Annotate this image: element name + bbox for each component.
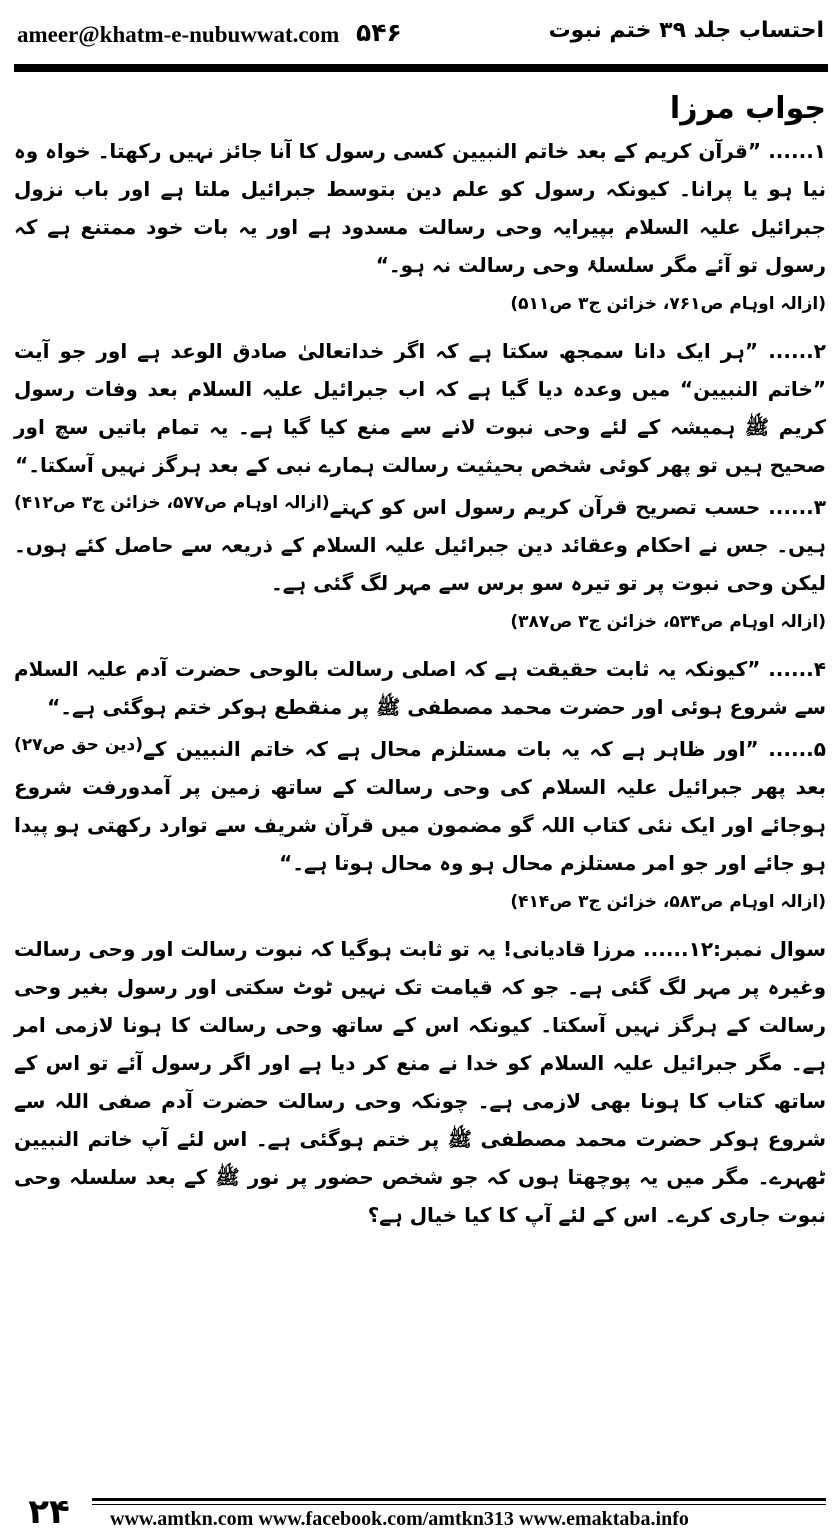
reference-citation: (ازالہ اوہام ص۷۶۱، خزائن ج۳ ص۵۱۱) [510, 294, 826, 314]
question-paragraph: سوال نمبر:۱۲...... مرزا قادیانی! یہ تو ثابت ہوگیا کہ نبوت رسالت اور وحی رسالت وغیرہ پر مہر لگ گئی ہے۔ جو کہ قیامت تک نہیں ٹوٹ سکتی اور رسول بغیر وحی رسالت کے ہرگز نہیں آسکتا۔ کیونکہ اس کے ساتھ وحی رسالت کا ہونا لازمی امر ہے۔ مگر جبرائیل علیہ السلام کو خدا نے منع کر دیا ہے اور اگر رسول آئے تو اس کے ساتھ کتاب کا ہونا بھی لازمی ہے۔ چونکہ وحی رسالت حضرت آدم صفی اللہ سے شروع ہوکر حضرت محمد مصطفی ﷺ پر ختم ہوگئی ہے۔ اس لئے آپ خاتم النبیین ٹھہرے۔ مگر میں یہ پوچھتا ہوں کہ جو شخص حضور پر نور ﷺ کے بعد سلسلہ وحی نبوت جاری کرے۔ اس کے لئے آپ کا کیا خیال ہے؟ [14, 937, 826, 1227]
reference-citation: (ازالہ اوہام ص۵۸۳، خزائن ج۳ ص۴۱۴) [510, 892, 826, 912]
footer-page-number: ۲۴ [28, 1492, 70, 1532]
page-content [14, 86, 826, 1238]
quote-paragraph [14, 132, 826, 284]
header-page-number: ۵۴۶ [356, 18, 402, 47]
paragraph-number: ۴...... [768, 657, 826, 681]
paragraph-number: ۵...... [768, 737, 826, 761]
paragraph-number: ۱...... [768, 139, 827, 163]
paragraph-number: ۲...... [768, 339, 826, 363]
page-footer [0, 1484, 840, 1540]
paragraph-text: ”کیونکہ یہ ثابت حقیقت ہے کہ اصلی رسالت بالوحی حضرت آدم علیہ السلام سے شروع ہوئی اور حضرت محمد مصطفی ﷺ پر منقطع ہوکر ختم ہوگئی ہے۔“ [14, 657, 826, 719]
quote-paragraph [14, 332, 826, 513]
footer-links: www.amtkn.com www.facebook.com/amtkn313 www.emaktaba.info [110, 1508, 689, 1530]
quote-paragraph [14, 650, 826, 755]
header-book-title: احتساب جلد ۳۹ ختم نبوت [548, 18, 824, 43]
paragraph-text: ”اور ظاہر ہے کہ یہ بات مستلزم محال ہے کہ خاتم النبیین کے بعد پھر جبرائیل علیہ السلام کی وحی رسالت کے ساتھ زمین پر آمدورفت شروع ہوجائے اور ایک نئی کتاب اللہ گو مضمون میں قرآن شریف سے توارد رکھتی ہو پیدا ہو جائے اور جو امر مستلزم محال ہو وہ محال ہوتا ہے۔“ [14, 737, 826, 875]
reference-citation: (ازالہ اوہام ص۵۳۴، خزائن ج۳ ص۳۸۷) [510, 612, 826, 632]
footer-divider [92, 1498, 826, 1501]
paragraph-text: حسب تصریح قرآن کریم رسول اس کو کہتے ہیں۔ جس نے احکام وعقائد دین جبرائیل علیہ السلام کے ذریعہ سے حاصل کئے ہوں۔ لیکن وحی نبوت پر تو تیرہ سو برس سے مہر لگ گئی ہے۔ [14, 495, 826, 595]
header-email: ameer@khatm-e-nubuwwat.com [17, 22, 340, 47]
paragraph-number: ۳...... [768, 495, 826, 519]
section-title: جواب مرزا [669, 91, 826, 126]
paragraph-text: ”قرآن کریم کے بعد خاتم النبیین کسی رسول کا آنا جائز نہیں رکھتا۔ خواہ وہ نیا ہو یا پرانا۔ کیونکہ رسول کو علم دین بتوسط جبرائیل ملتا ہے اور باب نزول جبرائیل علیہ السلام بپیرایہ وحی رسالت مسدود ہے اور یہ بات خود ممتنع ہے کہ رسول تو آئے مگر سلسلۂ وحی رسالت نہ ہو۔“ [14, 139, 826, 277]
reference-citation: (ازالہ اوہام ص۵۷۷، خزائن ج۳ ص۴۱۲) [14, 493, 330, 513]
page-header [0, 0, 840, 70]
header-divider [14, 64, 828, 72]
paragraph-text: ”ہر ایک دانا سمجھ سکتا ہے کہ اگر خداتعالیٰ صادق الوعد ہے اور جو آیت ”خاتم النبیین“ میں وعدہ دیا گیا ہے کہ اب جبرائیل علیہ السلام بعد وفات رسول کریم ﷺ ہمیشہ کے لئے وحی نبوت لانے سے منع کیا گیا ہے۔ یہ تمام باتیں سچ اور صحیح ہیں تو پھر کوئی شخص بحیثیت رسالت ہمارے نبی کے بعد ہرگز نہیں آسکتا۔“ [14, 339, 826, 477]
footer-divider-thin [92, 1504, 826, 1505]
reference-citation: (دین حق ص۲۷) [14, 735, 144, 755]
